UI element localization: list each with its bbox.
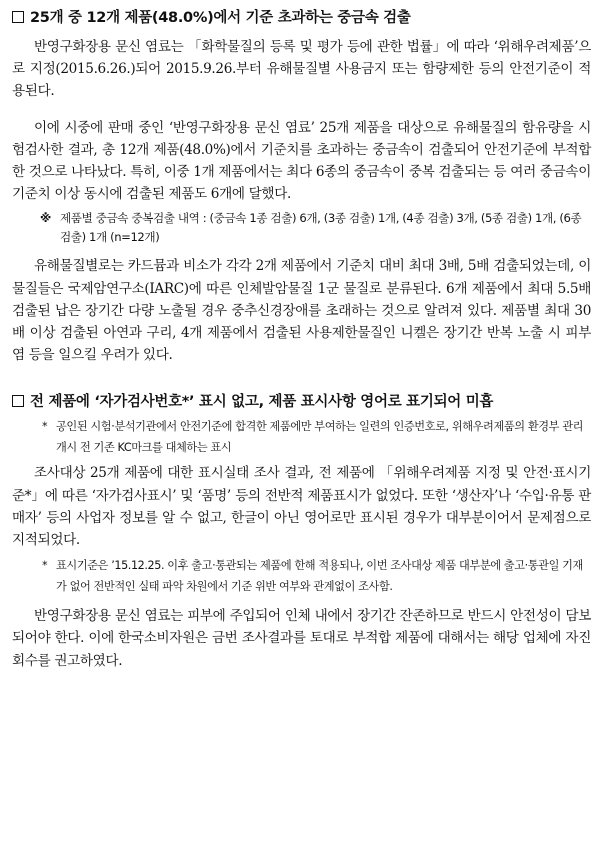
section2-footnote-2 (12, 555, 591, 597)
section1-note-text: 제품별 중금속 중복검출 내역 : (중금속 1종 검출) 6개, (3종 검출) 1개, (4종 검출) 3개, (5종 검출) 1개, (6종 검출) 1개 (n=12개) (60, 211, 582, 245)
section1-heading (12, 8, 591, 28)
section1-paragraph-3: 유해물질별로는 카드뮴과 비소가 각각 2개 제품에서 기준치 대비 최대 3배, 5배 검출되었는데, 이 물질들은 국제암연구소(IARC)에 따른 인체발암물질 1군 물질로 분류된다. 6개 제품에서 최대 5.5배 검출된 납은 장기간 다량 노출될 경우 중추신경장애를 초래하는 것으로 알려져 있다. 제품별 최대 30배 이상 검출된 아연과 구리, 4개 제품에서 검출된 사용제한물질인 니켈은 장기간 반복 노출 시 피부염 등을 일으킬 우려가 있다. (12, 258, 591, 364)
section2-paragraph-2: 반영구화장용 문신 염료는 피부에 주입되어 인체 내에서 장기간 잔존하므로 반드시 안전성이 담보되어야 한다. 이에 한국소비자원은 금번 조사결과를 토대로 부적합 제품에 대해서는 해당 업체에 자진 회수를 권고하였다. (12, 608, 591, 669)
section2-heading (12, 392, 591, 412)
section2-heading-text: 전 제품에 ‘자가검사번호*’ 표시 없고, 제품 표시사항 영어로 표기되어 미흡 (30, 394, 494, 411)
section2-footnote-1 (12, 416, 591, 458)
asterisk-icon: * (42, 559, 48, 573)
checkbox-square-icon (12, 395, 24, 407)
section1-paragraph-1: 반영구화장용 문신 염료는 「화학물질의 등록 및 평가 등에 관한 법률」에 따라 ‘위해우려제품’으로 지정(2015.6.26.)되어 2015.9.26.부터 유해물질별 사용금지 또는 함량제한 등의 안전기준이 적용된다. (12, 39, 591, 100)
section2-footnote-2-text: 표시기준은 ’15.12.25. 이후 출고·통관되는 제품에 한해 적용되나, 이번 조사대상 제품 대부분에 출고·통관일 기재가 없어 전반적인 실태 파악 차원에서 기준 위반 여부와 관계없이 조사함. (56, 559, 583, 594)
section1-paragraph-2: 이에 시중에 판매 중인 ‘반영구화장용 문신 염료’ 25개 제품을 대상으로 유해물질의 함유량을 시험검사한 결과, 총 12개 제품(48.0%)에서 기준치를 초과하는 중금속이 검출되어 안전기준에 부적합한 것으로 나타났다. 특히, 이중 1개 제품에서는 최다 6종의 중금속이 중복 검출되는 등 여러 중금속이 기준치 이상 동시에 검출된 제품도 6개에 달했다. (12, 119, 591, 203)
section1-heading-text: 25개 중 12개 제품(48.0%)에서 기준 초과하는 중금속 검출 (30, 10, 411, 26)
checkbox-square-icon (12, 11, 24, 23)
section2-footnote-1-text: 공인된 시험·분석기관에서 안전기준에 합격한 제품에만 부여하는 일련의 인증번호로, 위해우려제품의 환경부 관리 개시 전 기존 KC마크를 대체하는 표시 (56, 420, 584, 455)
section1-note (12, 209, 591, 247)
section2-paragraph-1: 조사대상 25개 제품에 대한 표시실태 조사 결과, 전 제품에 「위해우려제품 지정 및 안전·표시기준*」에 따른 ‘자가검사표시’ 및 ‘품명’ 등의 전반적 제품표시가 없었다. 또한 ‘생산자’나 ‘수입·유통 판매자’ 등의 사업자 정보를 알 수 없고, 한글이 아닌 영어로만 표시된 경우가 대부분이어서 문제점으로 지적되었다. (12, 465, 591, 549)
reference-mark-icon: ※ (40, 211, 51, 226)
asterisk-icon: * (42, 420, 48, 434)
